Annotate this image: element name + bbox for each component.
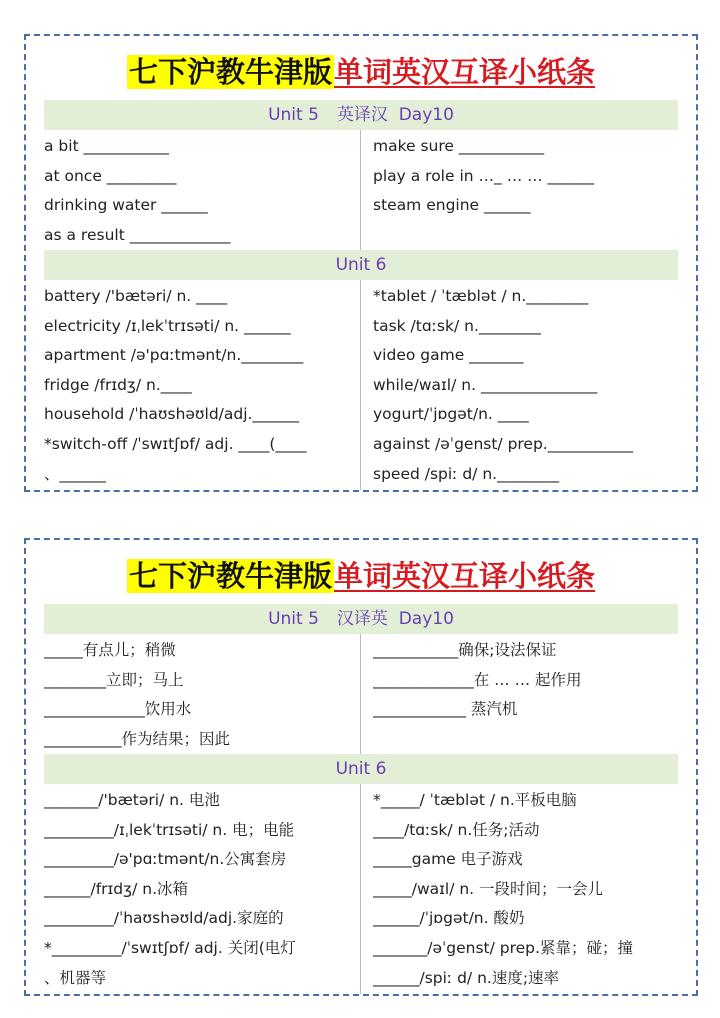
card-en-to-zh [24, 34, 698, 492]
unit5-header [44, 604, 678, 634]
list-item: 、______ [44, 464, 107, 483]
list-item: _________/ˈhaʊshəʊld/adj.家庭的 [44, 909, 284, 928]
mode-label: 汉译英 [336, 609, 388, 629]
list-item: play a role in …_ … … ______ [373, 166, 595, 185]
list-item: as a result _____________ [44, 225, 231, 244]
list-item: speed /spiː d/ n.________ [373, 464, 560, 483]
list-item: ______/ˈjɒgət/n. 酸奶 [373, 909, 525, 928]
list-item: *_____/ ˈtæblət / n.平板电脑 [373, 791, 577, 809]
list-item: *switch-off /ˈswɪtʃɒf/ adj. ____(____ [44, 434, 307, 453]
day-label: Day10 [398, 105, 454, 125]
unit5-header [44, 100, 678, 130]
unit6-header: Unit 6 [44, 250, 678, 280]
list-item: make sure ___________ [373, 137, 545, 155]
list-item: while/waɪl/ n. _______________ [373, 375, 598, 394]
list-item: ___________确保;设法保证 [373, 641, 557, 659]
unit6-right-list [373, 786, 683, 993]
list-item: at once _________ [44, 166, 177, 185]
day-label: Day10 [398, 609, 454, 629]
list-item: 、机器等 [44, 968, 107, 987]
list-item: __________作为结果；因此 [44, 729, 231, 748]
mode-label: 英译汉 [336, 105, 388, 125]
list-item: yogurt/ˈjɒgət/n. ____ [373, 405, 529, 424]
list-item: _______/əˈgenst/ prep.紧靠；碰；撞 [373, 938, 633, 957]
unit6-right-list [373, 282, 683, 489]
column-divider [360, 634, 361, 754]
title-red: 单词英汉互译小纸条 [334, 55, 596, 89]
list-item: battery /'bætəri/ n. ____ [44, 287, 228, 305]
unit6-header: Unit 6 [44, 754, 678, 784]
list-item: _________/ɪˌlekˈtrɪsəti/ n. 电；电能 [44, 820, 295, 839]
list-item: *tablet / ˈtæblət / n.________ [373, 287, 589, 305]
list-item: ____________ 蒸汽机 [373, 700, 518, 719]
list-item: *_________/ˈswɪtʃɒf/ adj. 关闭(电灯 [44, 938, 296, 957]
unit6-left-list [44, 786, 356, 993]
column-divider [360, 130, 361, 250]
card-title [26, 554, 696, 598]
unit5-left-list [44, 636, 356, 754]
column-divider [360, 784, 361, 994]
list-item: _____________在 … … 起作用 [373, 670, 582, 689]
list-item: ____/tɑːsk/ n.任务;活动 [373, 820, 540, 839]
list-item: fridge /frɪdʒ/ n.____ [44, 375, 192, 394]
title-highlight: 七下沪教牛津版 [128, 55, 332, 89]
list-item: ______/spiː d/ n.速度;速率 [373, 968, 560, 987]
list-item: household /ˈhaʊshəʊld/adj.______ [44, 405, 299, 424]
list-item: _______/'bætəri/ n. 电池 [44, 791, 220, 809]
list-item: _____/waɪl/ n. 一段时间；一会儿 [373, 879, 604, 898]
list-item: ______/frɪdʒ/ n.冰箱 [44, 879, 189, 898]
list-item: _____________饮用水 [44, 700, 192, 719]
list-item: drinking water ______ [44, 196, 208, 215]
card-title [26, 50, 696, 94]
list-item: electricity /ɪˌlekˈtrɪsəti/ n. ______ [44, 316, 291, 335]
unit5-right-list [373, 636, 683, 725]
list-item: a bit ___________ [44, 137, 169, 155]
list-item: against /əˈgenst/ prep.___________ [373, 434, 633, 453]
list-item: _____game 电子游戏 [373, 850, 523, 869]
list-item: _________/ə'pɑːtmənt/n.公寓套房 [44, 850, 287, 869]
list-item: apartment /ə'pɑːtmənt/n.________ [44, 346, 304, 365]
unit5-right-list [373, 132, 683, 221]
unit6-left-list [44, 282, 356, 489]
list-item: _____有点儿；稍微 [44, 641, 176, 659]
title-highlight: 七下沪教牛津版 [128, 559, 332, 593]
unit5-left-list [44, 132, 356, 250]
list-item: steam engine ______ [373, 196, 531, 215]
unit-label: Unit 5 [268, 105, 319, 125]
card-zh-to-en [24, 538, 698, 996]
unit-label: Unit 5 [268, 609, 319, 629]
list-item: video game _______ [373, 346, 524, 365]
list-item: task /tɑːsk/ n.________ [373, 316, 541, 335]
title-red: 单词英汉互译小纸条 [334, 559, 596, 593]
column-divider [360, 280, 361, 490]
list-item: ________立即；马上 [44, 670, 184, 689]
